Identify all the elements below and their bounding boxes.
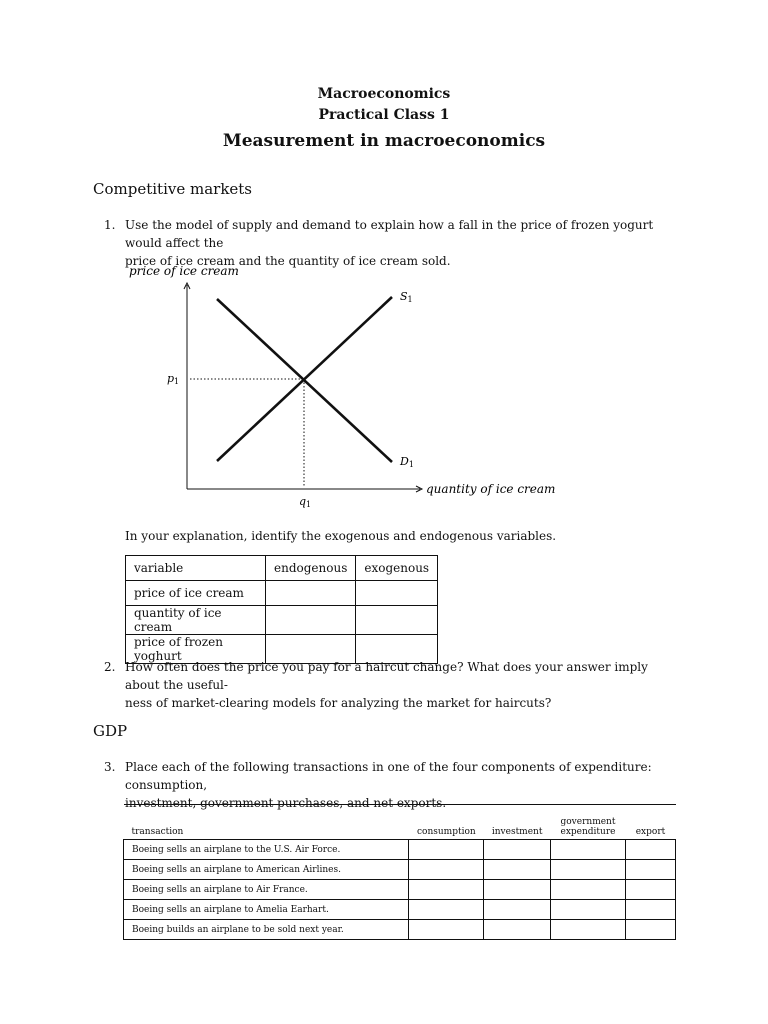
export-cell[interactable]	[625, 880, 675, 900]
export-cell[interactable]	[625, 900, 675, 920]
endogenous-cell[interactable]	[266, 606, 356, 635]
quantity-q1-label: q1	[299, 495, 312, 509]
transaction-description: Boeing sells an airplane to American Airlines.	[124, 860, 409, 880]
header-consumption: consumption	[409, 805, 484, 840]
transaction-description: Boeing sells an airplane to the U.S. Air Force.	[124, 840, 409, 860]
investment-cell[interactable]	[484, 900, 551, 920]
header-endogenous: endogenous	[266, 556, 356, 581]
question-2-line1: How often does the price you pay for a haircut change? What does your answer imply about the useful-	[125, 660, 648, 692]
transactions-table-header	[124, 805, 676, 840]
consumption-cell[interactable]	[409, 840, 484, 860]
transaction-description: Boeing sells an airplane to Air France.	[124, 880, 409, 900]
consumption-cell[interactable]	[409, 920, 484, 940]
header-variable: variable	[126, 556, 266, 581]
header-exogenous: exogenous	[356, 556, 438, 581]
table-row	[126, 606, 438, 635]
transaction-description: Boeing sells an airplane to Amelia Earhart.	[124, 900, 409, 920]
question-2-number: 2.	[104, 660, 116, 674]
export-cell[interactable]	[625, 920, 675, 940]
exogenous-cell[interactable]	[356, 606, 438, 635]
question-2-text	[125, 658, 680, 712]
question-1-line2: price of ice cream and the quantity of ice cream sold.	[125, 254, 451, 268]
question-2-line2: ness of market-clearing models for analyzing the market for haircuts?	[125, 696, 552, 710]
table-row	[124, 880, 676, 900]
header-transaction: transaction	[124, 805, 409, 840]
table-row	[124, 920, 676, 940]
investment-cell[interactable]	[484, 860, 551, 880]
table-row	[124, 860, 676, 880]
consumption-cell[interactable]	[409, 880, 484, 900]
consumption-cell[interactable]	[409, 900, 484, 920]
variables-table-header	[126, 556, 438, 581]
table-row	[124, 900, 676, 920]
header-investment: investment	[484, 805, 551, 840]
variables-table	[125, 555, 438, 664]
supply-label: S1	[400, 290, 413, 304]
variable-name: quantity of ice cream	[126, 606, 266, 635]
investment-cell[interactable]	[484, 840, 551, 860]
investment-cell[interactable]	[484, 880, 551, 900]
transactions-table	[123, 804, 676, 940]
document-subtitle: Measurement in macroeconomics	[222, 131, 546, 151]
question-3-line2: investment, government purchases, and net exports.	[125, 796, 447, 810]
transaction-description: Boeing builds an airplane to be sold next year.	[124, 920, 409, 940]
government-cell[interactable]	[551, 900, 626, 920]
table-row	[124, 840, 676, 860]
government-cell[interactable]	[551, 840, 626, 860]
course-title: Macroeconomics	[317, 86, 451, 102]
question-3-number: 3.	[104, 760, 116, 774]
consumption-cell[interactable]	[409, 860, 484, 880]
header-export: export	[625, 805, 675, 840]
export-cell[interactable]	[625, 860, 675, 880]
header-government-expenditure: government expenditure	[551, 805, 626, 840]
section-competitive-markets: Competitive markets	[93, 180, 253, 198]
investment-cell[interactable]	[484, 920, 551, 940]
endogenous-cell[interactable]	[266, 581, 356, 606]
x-axis-label: quantity of ice cream	[426, 482, 556, 496]
variable-name: price of ice cream	[126, 581, 266, 606]
government-cell[interactable]	[551, 860, 626, 880]
export-cell[interactable]	[625, 840, 675, 860]
class-title: Practical Class 1	[318, 107, 450, 123]
question-1-number: 1.	[104, 218, 116, 232]
table-row	[126, 581, 438, 606]
section-gdp: GDP	[93, 722, 128, 740]
y-axis-label: price of ice cream	[129, 264, 239, 278]
variable-name: price of frozen yoghurt	[126, 635, 266, 664]
question-1-followup: In your explanation, identify the exogenous and endogenous variables.	[125, 529, 557, 543]
exogenous-cell[interactable]	[356, 581, 438, 606]
government-cell[interactable]	[551, 880, 626, 900]
question-1-line1: Use the model of supply and demand to explain how a fall in the price of frozen yogurt would affect the	[125, 218, 654, 250]
demand-label: D1	[400, 455, 414, 469]
price-p1-label: p1	[167, 372, 180, 386]
question-3-line1: Place each of the following transactions in one of the four components of expenditure: consumption,	[125, 760, 652, 792]
government-cell[interactable]	[551, 920, 626, 940]
